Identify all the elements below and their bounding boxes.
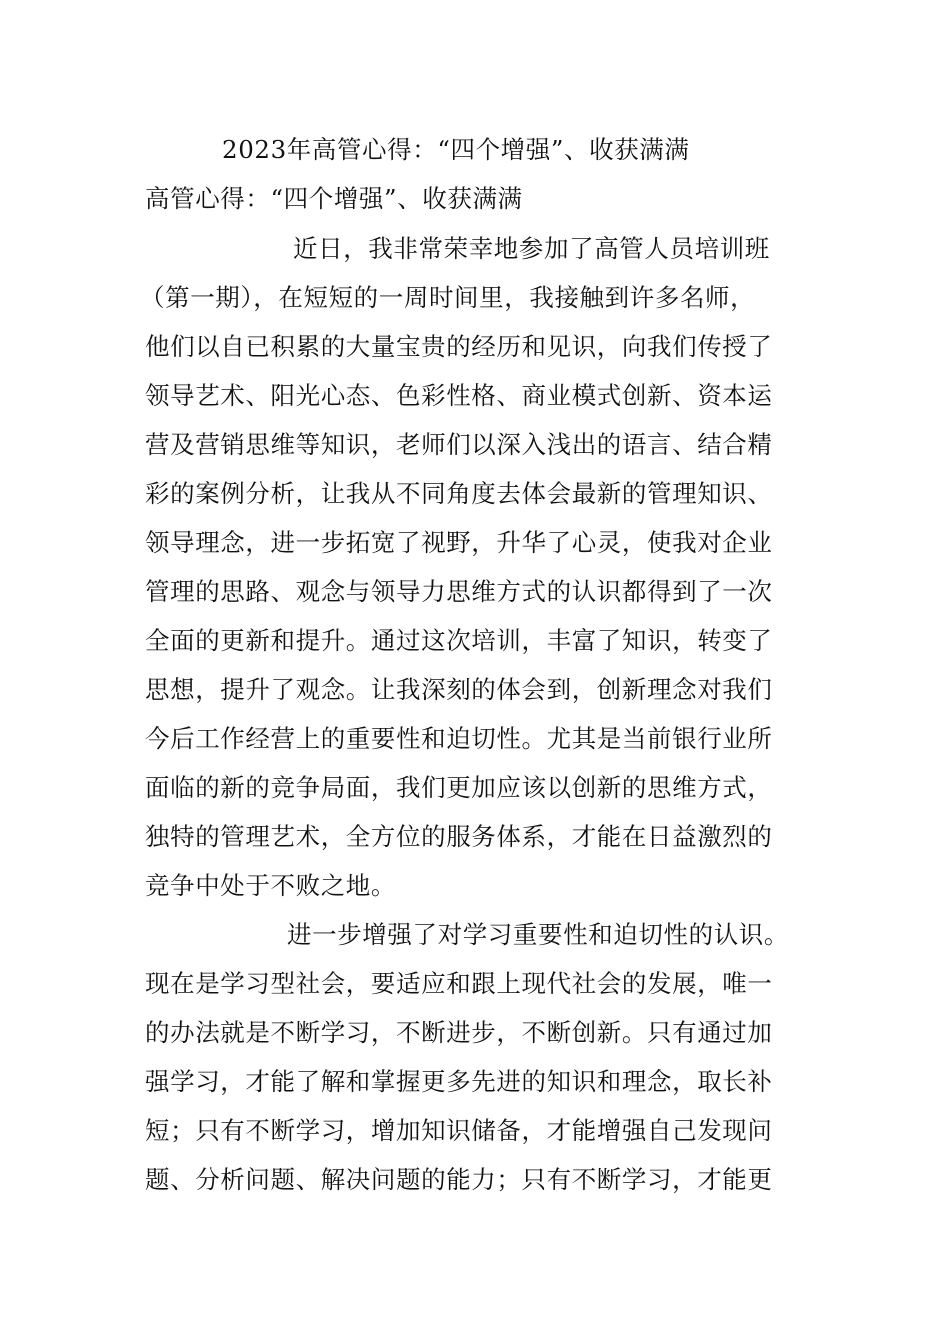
paragraph-line: 强学习，才能了解和掌握更多先进的知识和理念，取长补 [145, 1067, 773, 1096]
paragraph-line: 近日，我非常荣幸地参加了高管人员培训班 [293, 234, 770, 263]
paragraph-line: 彩的案例分析，让我从不同角度去体会最新的管理知识、 [145, 479, 773, 508]
paragraph-line: 独特的管理艺术，全方位的服务体系，才能在日益激烈的 [145, 822, 773, 851]
paragraph-line: 思想，提升了观念。让我深刻的体会到，创新理念对我们 [145, 675, 773, 704]
paragraph-line: 的办法就是不断学习，不断进步，不断创新。只有通过加 [145, 1018, 773, 1047]
paragraph-line: 营及营销思维等知识，老师们以深入浅出的语言、结合精 [145, 430, 773, 459]
paragraph-line: （第一期），在短短的一周时间里，我接触到许多名师， [140, 283, 756, 312]
document-subtitle: 高管心得：“四个增强”、收获满满 [145, 184, 523, 213]
paragraph-line: 现在是学习型社会，要适应和跟上现代社会的发展，唯一 [145, 969, 773, 998]
paragraph-line: 竞争中处于不败之地。 [145, 871, 396, 900]
paragraph-line: 管理的思路、观念与领导力思维方式的认识都得到了一次 [145, 577, 773, 606]
paragraph-line: 今后工作经营上的重要性和迫切性。尤其是当前银行业所 [145, 724, 773, 753]
paragraph-line: 面临的新的竞争局面，我们更加应该以创新的思维方式， [145, 773, 773, 802]
paragraph-line: 题、分析问题、解决问题的能力；只有不断学习，才能更 [145, 1165, 773, 1194]
paragraph-line: 全面的更新和提升。通过这次培训，丰富了知识，转变了 [145, 626, 773, 655]
paragraph-line: 进一步增强了对学习重要性和迫切性的认识。 [287, 920, 789, 949]
paragraph-line: 领导艺术、阳光心态、色彩性格、商业模式创新、资本运 [145, 381, 773, 410]
document-title: 2023年高管心得：“四个增强”、收获满满 [222, 135, 690, 164]
paragraph-line: 领导理念，进一步拓宽了视野，升华了心灵，使我对企业 [145, 528, 773, 557]
paragraph-line: 短；只有不断学习，增加知识储备，才能增强自己发现问 [145, 1116, 773, 1145]
paragraph-line: 他们以自已积累的大量宝贵的经历和见识，向我们传授了 [145, 332, 773, 361]
